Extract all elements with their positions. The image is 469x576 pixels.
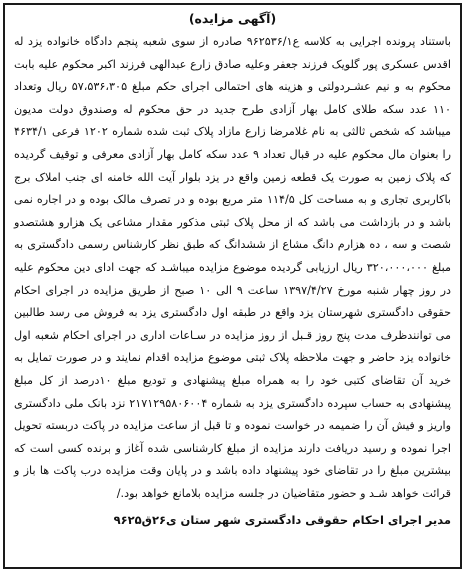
- notice-signature: مدیر اجرای احکام حقوقی دادگستری شهر ستان ی۲۶ق۹۶۲۵: [113, 513, 451, 528]
- auction-notice: [3, 3, 462, 569]
- notice-body: باستناد پرونده اجرایی به کلاسه ع۹۶۲۵۳۶/۱ صادره از سوی شعبه پنجم دادگاه خانواده یزد له اقدس عسکری پور گلویک فرزند جعفر وعلیه صادق زارع عبدالهی فرزند اکبر محکوم علیه بابت محکوم به و نیم عشـردولتی و هزینه های احتمالی اجرای حکم مبلغ ۵۷،۵۳۶،۳۰۵ ریال وتعداد ۱۱۰ عدد سکه طلای کامل بهار آزادی طرح جدید در حق محکوم له وصندوق دولت مدیون میباشد که شخص ثالثی به نام غلامرضا زارع مازاد پلاک ثبت شده شماره ۱۲۰۲ فرعی ۴۶۳۴/۱ را بعنوان مال محکوم علیه در قبال تعداد ۹ عدد سکه کامل بهار آزادی معرفی و توقیف گردیده که پلاک زمین به صورت یک قطعه زمین واقع در یزد بلوار آیت الله خامنه ای جنب املاک برج باکاربری تجاری و به مساحت کل ۱۱۴/۵ متر مربع بوده و در تصرف مالک بوده و در اجاره نمی باشد و در بازداشت می باشد که از محل پلاک ثبتی مذکور مقدار مشاعی یک هزارو هشتصدو شصت و سه ، ده هزارم دانگ مشاع از ششدانگ که طبق نظر کارشناس رسمی دادگستری به مبلغ ۳۲۰،۰۰۰،۰۰۰ ریال ارزیابی گردیده موضوع مزایده میباشـد که جهت ادای دین محکوم علیه در روز چهار شنبه مورخ ۱۳۹۷/۴/۲۷ ساعت ۹ الی ۱۰ صبح از طریق مزایده در اجرای احکام حقوقی دادگستری شهرستان یزد واقع در طبقه اول دادگستری یزد به فروش می رسد طالبین می توانندظرف مدت پنج روز قـبل از روز مزایده در سـاعات اداری در اجرای احکام شعبه اول خانواده یزد حاضر و جهت ملاحظه پلاک ثبتی موضوع مزایده اقدام نمایند و در صورت تمایل به خرید آن تقاضای کتبی خود را به همراه مبلغ پیشنهادی و تودیع مبلغ ۱۰درصد از کل مبلغ پیشنهادی به حساب سپرده دادگستری یزد به شماره ۲۱۷۱۲۹۵۸۰۶۰۰۴ نزد بانک ملی دادگستری واریز و فیش آن را ضمیمه در خواست نموده و تا قبل از ساعت مزایده در پاکت دربسته تحویل اجرا نموده و رسید دریافت دارند مزایده از مبلغ کارشناسی شده آغاز و برنده کسی است که بیشترین مبلغ را در تقاضای خود پیشنهاد داده باشد و در پایان وقت مزایده درب پاکت ها باز و قرائت خواهد شـد و حضور متقاضیان در جلسه مزایده بلامانع خواهد بود./: [14, 35, 451, 500]
- notice-title: (آگهی مزایده): [188, 11, 277, 26]
